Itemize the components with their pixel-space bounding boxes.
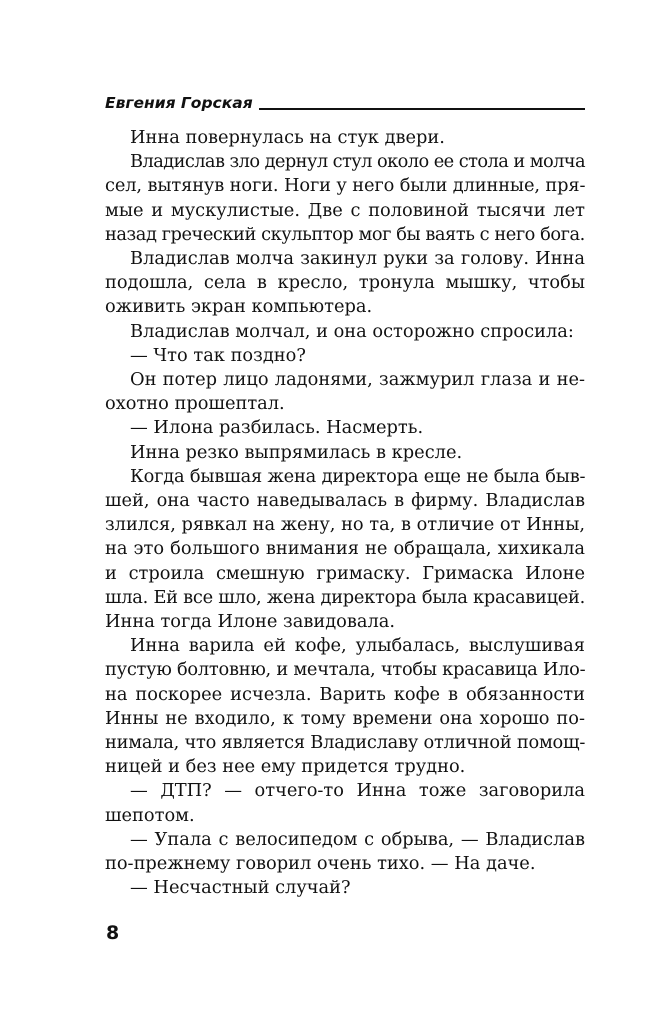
- text-line: Инна тогда Илоне завидовала.: [105, 611, 396, 633]
- text-line: шей, она часто наведывалась в фирму. Владислав: [105, 490, 585, 512]
- text-line: шепотом.: [105, 804, 195, 826]
- text-line: Инна варила ей кофе, улыбалась, выслушивая: [130, 635, 585, 657]
- text-line: сел, вытянув ноги. Ноги у него были длинные, пря-: [105, 175, 586, 197]
- paragraph: [105, 416, 585, 440]
- paragraph: [105, 247, 585, 320]
- header-rule: [259, 108, 585, 110]
- text-line: нимала, что является Владиславу отличной помощ-: [105, 732, 586, 754]
- text-line: — Илона разбилась. Насмерть.: [130, 417, 424, 439]
- text-line: охотно прошептал.: [105, 393, 285, 415]
- paragraph: [105, 634, 585, 779]
- paragraph: [105, 779, 585, 827]
- paragraph: [105, 828, 585, 876]
- paragraph: [105, 344, 585, 368]
- text-line: Инна резко выпрямилась в кресле.: [130, 441, 463, 463]
- text-line: — Упала с велосипедом с обрыва, — Владислав: [130, 828, 585, 850]
- paragraph: [105, 126, 585, 150]
- paragraph: [105, 465, 585, 634]
- text-line: по-прежнему говорил очень тихо. — На даче.: [105, 853, 536, 875]
- text-line: мые и мускулистые. Две с половиной тысячи лет: [105, 199, 585, 221]
- text-line: на это большого внимания не обращала, хихикала: [105, 538, 585, 560]
- text-line: оживить экран компьютера.: [105, 296, 373, 318]
- running-header: [105, 92, 585, 116]
- text-line: — Что так поздно?: [130, 344, 306, 366]
- text-line: назад греческий скульптор мог бы ваять с него бога.: [105, 223, 585, 245]
- text-line: Когда бывшая жена директора еще не была быв-: [130, 465, 586, 487]
- text-line: Он потер лицо ладонями, зажмурил глаза и не-: [130, 369, 585, 391]
- text-line: — ДТП? — отчего-то Инна тоже заговорила: [130, 780, 585, 802]
- text-line: злился, рявкал на жену, но та, в отличие от Инны,: [105, 514, 585, 536]
- text-body: [105, 126, 585, 901]
- paragraph: [105, 368, 585, 416]
- page-number: 8: [106, 922, 120, 944]
- text-line: Инна повернулась на стук двери.: [130, 127, 445, 148]
- text-line: — Несчастный случай?: [130, 877, 351, 899]
- paragraph: [105, 320, 585, 344]
- text-line: шла. Ей все шло, жена директора была красавицей.: [105, 586, 585, 608]
- paragraph: [105, 150, 585, 247]
- text-line: пустую болтовню, и мечтала, чтобы красавица Ило-: [105, 659, 586, 681]
- text-line: Владислав зло дернул стул около ее стола и молча: [130, 151, 585, 173]
- text-line: на поскорее исчезла. Варить кофе в обязанности: [105, 683, 585, 705]
- text-line: Владислав молчал, и она осторожно спросила:: [130, 320, 574, 342]
- text-line: Инны не входило, к тому времени она хорошо по-: [105, 707, 585, 729]
- paragraph: [105, 876, 585, 900]
- text-line: ницей и без нее ему придется трудно.: [105, 756, 466, 778]
- paragraph: [105, 441, 585, 465]
- author-name: Евгения Горская: [105, 94, 253, 112]
- text-line: подошла, села в кресло, тронула мышку, чтобы: [105, 272, 585, 294]
- text-line: и строила смешную гримаску. Гримаска Илоне: [105, 562, 585, 584]
- text-line: Владислав молча закинул руки за голову. Инна: [130, 248, 585, 270]
